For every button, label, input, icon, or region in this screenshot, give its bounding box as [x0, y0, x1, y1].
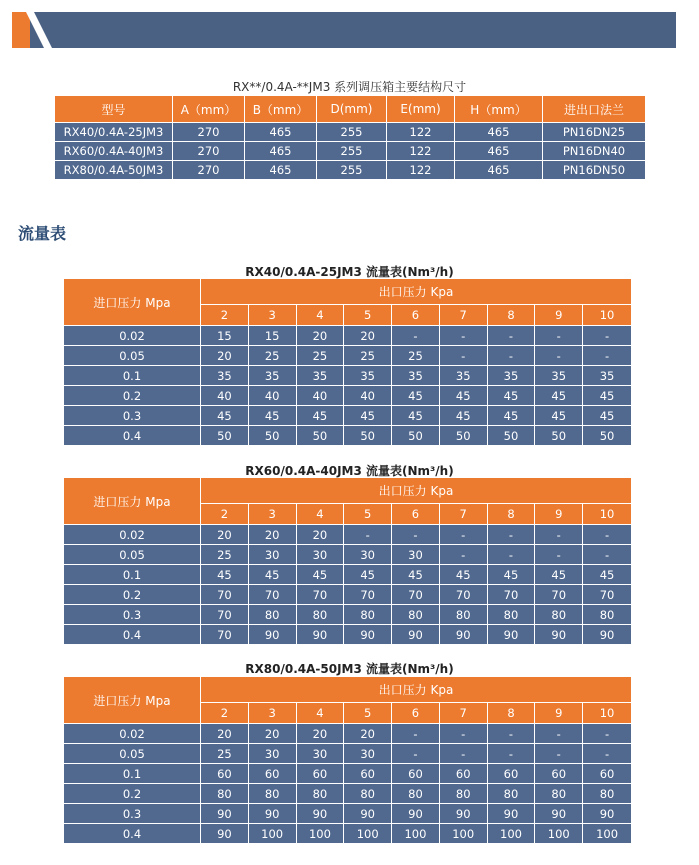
flow-value-cell: -: [440, 744, 488, 764]
value-cell: 465: [455, 123, 543, 142]
flow-value-cell: 90: [392, 804, 440, 824]
header-cell: H（mm）: [455, 96, 543, 123]
flow-value-cell: 45: [344, 565, 392, 585]
flow-value-cell: 100: [440, 824, 488, 844]
flow-value-cell: 90: [440, 625, 488, 645]
outlet-pressure-column: 6: [392, 305, 440, 326]
value-cell: PN16DN40: [543, 142, 645, 161]
flow-value-cell: 80: [488, 784, 536, 804]
flow-value-cell: -: [440, 346, 488, 366]
flow-table: [64, 478, 631, 645]
table-row: [64, 406, 631, 426]
flow-value-cell: 90: [583, 804, 631, 824]
table-row: [64, 764, 631, 784]
value-cell: 255: [317, 161, 387, 180]
flow-value-cell: 35: [583, 366, 631, 386]
flow-value-cell: 90: [440, 804, 488, 824]
flow-value-cell: 90: [392, 625, 440, 645]
flow-value-cell: 45: [535, 565, 583, 585]
table-row: [64, 386, 631, 406]
flow-value-cell: 90: [583, 625, 631, 645]
flow-value-cell: 30: [249, 744, 297, 764]
inlet-pressure-cell: 0.4: [64, 625, 201, 645]
flow-value-cell: 40: [297, 386, 345, 406]
outlet-pressure-column: 7: [440, 504, 488, 525]
flow-value-cell: 80: [201, 784, 249, 804]
flow-value-cell: 40: [201, 386, 249, 406]
flow-value-cell: 30: [344, 744, 392, 764]
table-row: [55, 123, 645, 142]
header-cell: D(mm): [317, 96, 387, 123]
outlet-pressure-header: 出口压力 Kpa: [201, 677, 631, 703]
flow-value-cell: -: [488, 346, 536, 366]
flow-table-title: RX60/0.4A-40JM3 流量表(Nm³/h): [245, 464, 454, 478]
flow-value-cell: 80: [392, 784, 440, 804]
flow-value-cell: 90: [249, 625, 297, 645]
flow-value-cell: -: [392, 326, 440, 346]
flow-value-cell: 80: [535, 605, 583, 625]
flow-value-cell: -: [392, 724, 440, 744]
value-cell: 465: [455, 142, 543, 161]
flow-value-cell: 45: [297, 406, 345, 426]
flow-value-cell: 35: [344, 366, 392, 386]
header-cell: 型号: [55, 96, 173, 123]
flow-value-cell: -: [535, 744, 583, 764]
inlet-pressure-cell: 0.1: [64, 565, 201, 585]
flow-value-cell: 80: [249, 605, 297, 625]
flow-value-cell: 45: [249, 406, 297, 426]
flow-header-row: [64, 279, 631, 305]
flow-value-cell: 70: [392, 585, 440, 605]
flow-value-cell: 80: [535, 784, 583, 804]
header-cell: 进出口法兰: [543, 96, 645, 123]
inlet-pressure-cell: 0.05: [64, 744, 201, 764]
flow-value-cell: 90: [201, 824, 249, 844]
flow-value-cell: -: [488, 525, 536, 545]
table-row: [55, 161, 645, 180]
model-cell: RX60/0.4A-40JM3: [55, 142, 173, 161]
flow-value-cell: 80: [297, 605, 345, 625]
flow-header-row: [64, 677, 631, 703]
flow-value-cell: 45: [440, 406, 488, 426]
flow-value-cell: 50: [249, 426, 297, 446]
flow-value-cell: -: [583, 346, 631, 366]
inlet-pressure-cell: 0.05: [64, 545, 201, 565]
flow-value-cell: 90: [344, 804, 392, 824]
table-row: [64, 605, 631, 625]
inlet-pressure-cell: 0.02: [64, 326, 201, 346]
flow-value-cell: 70: [249, 585, 297, 605]
flow-value-cell: -: [392, 744, 440, 764]
outlet-pressure-column: 6: [392, 504, 440, 525]
flow-value-cell: 45: [535, 386, 583, 406]
inlet-pressure-header: 进口压力 Mpa: [64, 279, 201, 326]
flow-value-cell: 70: [583, 585, 631, 605]
outlet-pressure-column: 10: [583, 504, 631, 525]
flow-value-cell: 35: [535, 366, 583, 386]
outlet-pressure-column: 2: [201, 305, 249, 326]
flow-value-cell: 35: [297, 366, 345, 386]
flow-value-cell: 50: [297, 426, 345, 446]
flow-table: [64, 677, 631, 844]
flow-value-cell: 35: [249, 366, 297, 386]
flow-value-cell: 80: [440, 784, 488, 804]
flow-value-cell: -: [535, 525, 583, 545]
flow-value-cell: 45: [488, 565, 536, 585]
table-row: [64, 784, 631, 804]
flow-value-cell: -: [583, 724, 631, 744]
flow-value-cell: -: [583, 326, 631, 346]
flow-value-cell: 20: [297, 724, 345, 744]
flow-value-cell: 70: [297, 585, 345, 605]
flow-value-cell: 100: [583, 824, 631, 844]
table-row: [64, 545, 631, 565]
header-cell: A（mm）: [173, 96, 245, 123]
flow-value-cell: 45: [392, 565, 440, 585]
table-row: [64, 744, 631, 764]
flow-value-cell: 35: [201, 366, 249, 386]
table-row: [64, 565, 631, 585]
flow-value-cell: 45: [201, 565, 249, 585]
inlet-pressure-cell: 0.2: [64, 585, 201, 605]
table-row: [64, 724, 631, 744]
value-cell: 122: [387, 123, 455, 142]
flow-value-cell: 70: [488, 585, 536, 605]
flow-value-cell: -: [488, 744, 536, 764]
outlet-pressure-column: 5: [344, 703, 392, 724]
inlet-pressure-cell: 0.2: [64, 784, 201, 804]
flow-value-cell: -: [488, 326, 536, 346]
flow-value-cell: 70: [344, 585, 392, 605]
flow-value-cell: -: [440, 326, 488, 346]
model-cell: RX40/0.4A-25JM3: [55, 123, 173, 142]
flow-value-cell: 60: [535, 764, 583, 784]
flow-value-cell: 45: [488, 406, 536, 426]
flow-value-cell: 90: [249, 804, 297, 824]
inlet-pressure-cell: 0.05: [64, 346, 201, 366]
flow-value-cell: -: [488, 724, 536, 744]
table-row: [64, 366, 631, 386]
flow-value-cell: 45: [583, 565, 631, 585]
flow-value-cell: 70: [201, 605, 249, 625]
inlet-pressure-cell: 0.1: [64, 366, 201, 386]
value-cell: PN16DN25: [543, 123, 645, 142]
flow-value-cell: 50: [201, 426, 249, 446]
outlet-pressure-column: 6: [392, 703, 440, 724]
flow-table-title: RX80/0.4A-50JM3 流量表(Nm³/h): [245, 662, 454, 676]
flow-value-cell: -: [535, 724, 583, 744]
table-row: [64, 824, 631, 844]
flow-value-cell: 90: [535, 625, 583, 645]
inlet-pressure-cell: 0.1: [64, 764, 201, 784]
flow-value-cell: 60: [392, 764, 440, 784]
inlet-pressure-cell: 0.3: [64, 605, 201, 625]
flow-value-cell: 80: [344, 784, 392, 804]
flow-value-cell: 45: [344, 406, 392, 426]
outlet-pressure-column: 10: [583, 703, 631, 724]
flow-value-cell: 45: [535, 406, 583, 426]
value-cell: 255: [317, 142, 387, 161]
inlet-pressure-cell: 0.02: [64, 525, 201, 545]
flow-value-cell: 45: [583, 386, 631, 406]
value-cell: 465: [245, 123, 317, 142]
inlet-pressure-cell: 0.2: [64, 386, 201, 406]
flow-value-cell: 30: [392, 545, 440, 565]
banner-graphic: [12, 12, 676, 48]
header-cell: B（mm）: [245, 96, 317, 123]
flow-value-cell: 100: [488, 824, 536, 844]
dimension-table-body: [55, 123, 645, 180]
flow-value-cell: -: [344, 525, 392, 545]
value-cell: 270: [173, 123, 245, 142]
flow-value-cell: 50: [488, 426, 536, 446]
flow-value-cell: 70: [201, 625, 249, 645]
flow-value-cell: 20: [344, 724, 392, 744]
inlet-pressure-header: 进口压力 Mpa: [64, 677, 201, 724]
flow-value-cell: 20: [249, 525, 297, 545]
inlet-pressure-cell: 0.3: [64, 804, 201, 824]
outlet-pressure-column: 5: [344, 305, 392, 326]
value-cell: PN16DN50: [543, 161, 645, 180]
flow-value-cell: 50: [392, 426, 440, 446]
flow-value-cell: -: [535, 326, 583, 346]
flow-value-cell: 60: [297, 764, 345, 784]
outlet-pressure-column: 7: [440, 703, 488, 724]
flow-value-cell: 70: [201, 585, 249, 605]
table-row: [64, 326, 631, 346]
outlet-pressure-column: 2: [201, 703, 249, 724]
outlet-pressure-column: 8: [488, 703, 536, 724]
flow-value-cell: 20: [201, 724, 249, 744]
outlet-pressure-column: 2: [201, 504, 249, 525]
flow-value-cell: 100: [535, 824, 583, 844]
flow-value-cell: 100: [392, 824, 440, 844]
inlet-pressure-cell: 0.02: [64, 724, 201, 744]
value-cell: 465: [245, 161, 317, 180]
flow-value-cell: 50: [535, 426, 583, 446]
header-banner: [12, 12, 676, 48]
dimension-table-title: RX**/0.4A-**JM3 系列调压箱主要结构尺寸: [232, 80, 467, 94]
flow-value-cell: 20: [344, 326, 392, 346]
flow-value-cell: 45: [583, 406, 631, 426]
flow-value-cell: 25: [249, 346, 297, 366]
table-row: [64, 625, 631, 645]
outlet-pressure-column: 4: [297, 305, 345, 326]
flow-value-cell: 25: [297, 346, 345, 366]
flow-value-cell: -: [535, 545, 583, 565]
flow-value-cell: 35: [440, 366, 488, 386]
flow-section-title: 流量表: [18, 224, 67, 243]
outlet-pressure-header: 出口压力 Kpa: [201, 478, 631, 504]
value-cell: 465: [245, 142, 317, 161]
table-row: [55, 142, 645, 161]
value-cell: 465: [455, 161, 543, 180]
flow-value-cell: 25: [201, 744, 249, 764]
table-row: [64, 585, 631, 605]
inlet-pressure-cell: 0.4: [64, 824, 201, 844]
flow-value-cell: 100: [249, 824, 297, 844]
flow-value-cell: 20: [249, 724, 297, 744]
flow-value-cell: 80: [488, 605, 536, 625]
outlet-pressure-header: 出口压力 Kpa: [201, 279, 631, 305]
outlet-pressure-column: 3: [249, 305, 297, 326]
flow-value-cell: 60: [488, 764, 536, 784]
flow-value-cell: 30: [249, 545, 297, 565]
flow-value-cell: -: [488, 545, 536, 565]
flow-value-cell: 30: [297, 744, 345, 764]
table-row: [64, 346, 631, 366]
flow-table: [64, 279, 631, 446]
value-cell: 270: [173, 161, 245, 180]
flow-value-cell: 15: [201, 326, 249, 346]
flow-value-cell: 45: [392, 406, 440, 426]
outlet-pressure-column: 3: [249, 703, 297, 724]
value-cell: 270: [173, 142, 245, 161]
model-cell: RX80/0.4A-50JM3: [55, 161, 173, 180]
value-cell: 122: [387, 161, 455, 180]
flow-value-cell: 20: [297, 525, 345, 545]
table-row: [64, 525, 631, 545]
outlet-pressure-column: 9: [535, 305, 583, 326]
outlet-pressure-column: 9: [535, 703, 583, 724]
flow-value-cell: 45: [488, 386, 536, 406]
flow-value-cell: 25: [392, 346, 440, 366]
table-row: [64, 804, 631, 824]
flow-value-cell: 45: [392, 386, 440, 406]
flow-value-cell: 90: [488, 625, 536, 645]
inlet-pressure-cell: 0.4: [64, 426, 201, 446]
flow-value-cell: 90: [297, 625, 345, 645]
flow-value-cell: -: [535, 346, 583, 366]
flow-value-cell: 45: [249, 565, 297, 585]
flow-header-row: [64, 478, 631, 504]
flow-value-cell: 90: [535, 804, 583, 824]
flow-value-cell: 50: [440, 426, 488, 446]
flow-value-cell: 25: [201, 545, 249, 565]
flow-value-cell: 90: [344, 625, 392, 645]
outlet-pressure-column: 5: [344, 504, 392, 525]
flow-value-cell: 90: [297, 804, 345, 824]
flow-value-cell: 45: [201, 406, 249, 426]
flow-value-cell: -: [583, 744, 631, 764]
flow-value-cell: 80: [344, 605, 392, 625]
flow-value-cell: 100: [297, 824, 345, 844]
flow-value-cell: 40: [249, 386, 297, 406]
dimension-header-row: [55, 96, 645, 123]
outlet-pressure-column: 10: [583, 305, 631, 326]
flow-value-cell: -: [583, 525, 631, 545]
flow-value-cell: 35: [392, 366, 440, 386]
flow-value-cell: 60: [249, 764, 297, 784]
outlet-pressure-column: 9: [535, 504, 583, 525]
flow-value-cell: 25: [344, 346, 392, 366]
flow-value-cell: -: [583, 545, 631, 565]
flow-value-cell: -: [440, 545, 488, 565]
flow-value-cell: -: [440, 525, 488, 545]
header-cell: E(mm): [387, 96, 455, 123]
flow-value-cell: 80: [583, 605, 631, 625]
flow-value-cell: 60: [344, 764, 392, 784]
flow-value-cell: -: [392, 525, 440, 545]
flow-value-cell: 45: [440, 386, 488, 406]
value-cell: 255: [317, 123, 387, 142]
flow-value-cell: 80: [583, 784, 631, 804]
flow-value-cell: 70: [440, 585, 488, 605]
flow-value-cell: 20: [201, 525, 249, 545]
flow-value-cell: 80: [440, 605, 488, 625]
flow-value-cell: 15: [249, 326, 297, 346]
flow-value-cell: 100: [344, 824, 392, 844]
table-row: [64, 426, 631, 446]
flow-value-cell: 70: [535, 585, 583, 605]
flow-value-cell: 60: [201, 764, 249, 784]
flow-value-cell: 80: [249, 784, 297, 804]
flow-value-cell: 30: [297, 545, 345, 565]
dimension-table: [55, 96, 645, 180]
flow-value-cell: -: [440, 724, 488, 744]
flow-value-cell: 20: [297, 326, 345, 346]
inlet-pressure-cell: 0.3: [64, 406, 201, 426]
inlet-pressure-header: 进口压力 Mpa: [64, 478, 201, 525]
flow-value-cell: 90: [201, 804, 249, 824]
flow-value-cell: 40: [344, 386, 392, 406]
value-cell: 122: [387, 142, 455, 161]
outlet-pressure-column: 3: [249, 504, 297, 525]
flow-value-cell: 50: [583, 426, 631, 446]
outlet-pressure-column: 8: [488, 305, 536, 326]
flow-value-cell: 60: [440, 764, 488, 784]
outlet-pressure-column: 7: [440, 305, 488, 326]
flow-value-cell: 35: [488, 366, 536, 386]
outlet-pressure-column: 4: [297, 703, 345, 724]
flow-value-cell: 30: [344, 545, 392, 565]
flow-value-cell: 45: [297, 565, 345, 585]
flow-value-cell: 45: [440, 565, 488, 585]
flow-value-cell: 20: [201, 346, 249, 366]
flow-value-cell: 80: [392, 605, 440, 625]
flow-table-title: RX40/0.4A-25JM3 流量表(Nm³/h): [245, 265, 454, 279]
flow-value-cell: 60: [583, 764, 631, 784]
outlet-pressure-column: 8: [488, 504, 536, 525]
flow-value-cell: 50: [344, 426, 392, 446]
outlet-pressure-column: 4: [297, 504, 345, 525]
flow-value-cell: 90: [488, 804, 536, 824]
flow-value-cell: 80: [297, 784, 345, 804]
